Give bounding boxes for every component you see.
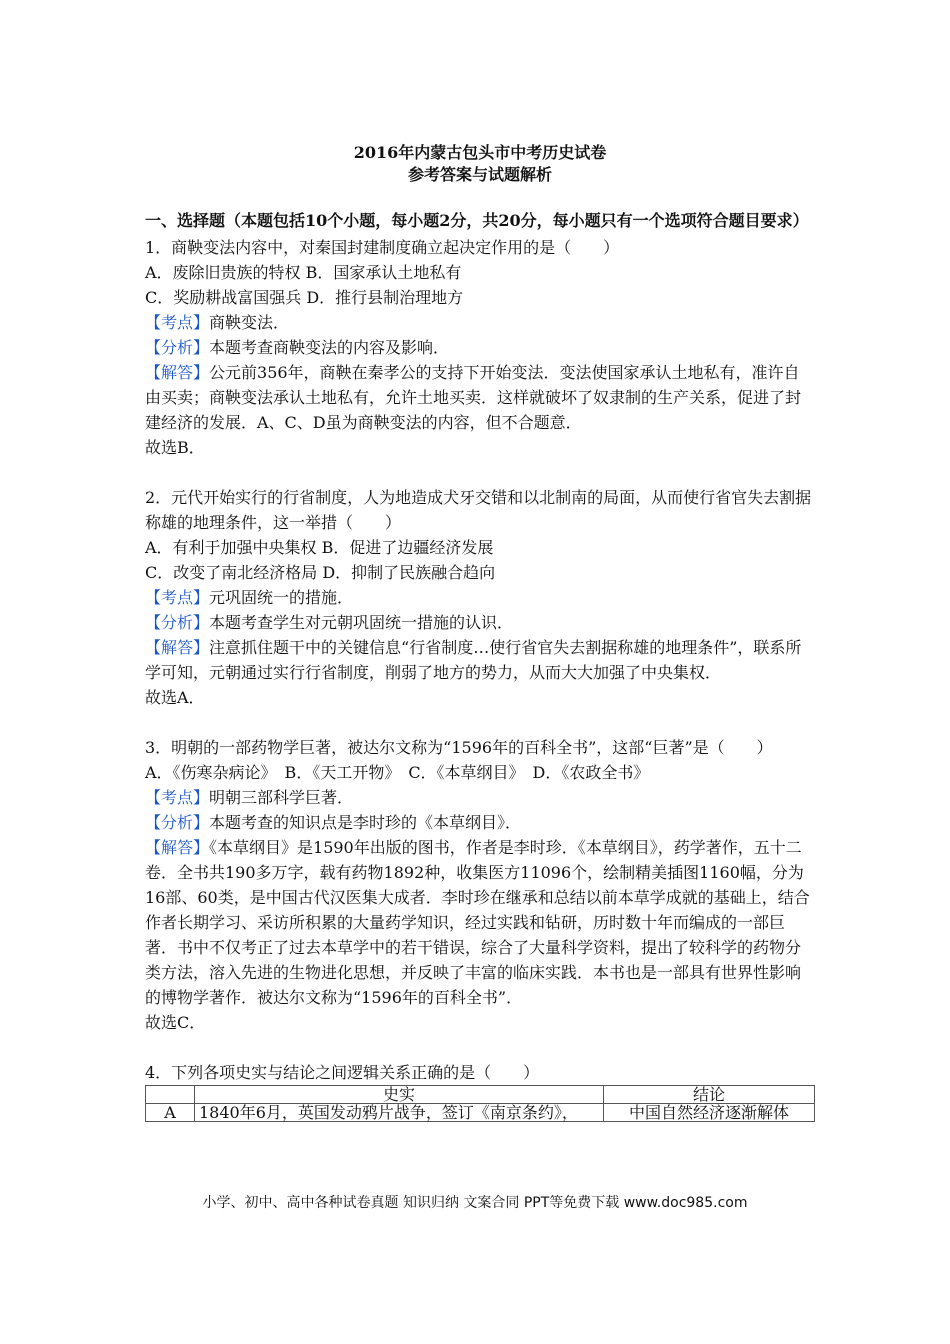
fenxi-row — [145, 335, 815, 360]
question-options: A．废除旧贵族的特权 B．国家承认土地私有 — [145, 263, 462, 282]
table-header-row — [146, 1086, 815, 1104]
question-options: A．有利于加强中央集权 B．促进了边疆经济发展 — [145, 538, 494, 557]
section-heading: 一、选择题（本题包括10个小题，每小题2分，共20分，每小题只有一个选项符合题目要求） — [145, 211, 809, 230]
question-options: A．《伤寒杂病论》 B．《天工开物》 C．《本草纲目》 D．《农政全书》 — [145, 763, 650, 782]
fenxi-text: 本题考查商鞅变法的内容及影响． — [209, 338, 450, 357]
kaodian-tag: 【考点】 — [145, 788, 210, 807]
facts-table — [145, 1085, 815, 1122]
table-cell: 中国自然经济逐渐解体 — [604, 1104, 815, 1122]
kaodian-row — [145, 585, 815, 610]
jieda-text: 公元前356年，商鞅在秦孝公的支持下开始变法．变法使国家承认土地私有，准许自由买卖；商鞅变法承认土地私有，允许土地买卖．这样就破坏了奴隶制的生产关系，促进了封建经济的发展．A、C、D虽为商鞅变法的内容，但不合题意． — [145, 363, 802, 432]
kaodian-row — [145, 310, 815, 335]
question-4 — [145, 1060, 815, 1122]
answer-line: 故选C． — [145, 1013, 206, 1032]
question-2 — [145, 485, 815, 710]
jieda-tag: 【解答】 — [145, 838, 210, 857]
kaodian-text: 元巩固统一的措施． — [209, 588, 354, 607]
kaodian-tag: 【考点】 — [145, 588, 210, 607]
question-options: C．改变了南北经济格局 D．抑制了民族融合趋向 — [145, 563, 496, 582]
page-footer: 小学、初中、高中各种试卷真题 知识归纳 文案合同 PPT等免费下载 www.doc985.com — [202, 1195, 748, 1211]
table-row — [146, 1104, 815, 1122]
jieda-row — [145, 635, 815, 685]
fenxi-row — [145, 810, 815, 835]
kaodian-row — [145, 785, 815, 810]
question-1 — [145, 235, 815, 460]
kaodian-tag: 【考点】 — [145, 313, 210, 332]
jieda-row — [145, 360, 815, 435]
question-stem: 2．元代开始实行的行省制度，人为地造成犬牙交错和以北制南的局面，从而使行省官失去割据称雄的地理条件，这一举措（ ） — [145, 488, 812, 532]
table-header-cell — [146, 1086, 195, 1104]
table-header-cell: 史实 — [195, 1086, 604, 1104]
answer-line: 故选A． — [145, 688, 205, 707]
jieda-row — [145, 835, 815, 1010]
question-stem: 4．下列各项史实与结论之间逻辑关系正确的是（ ） — [145, 1063, 540, 1082]
question-3 — [145, 735, 815, 1035]
question-options: C．奖励耕战富国强兵 D．推行县制治理地方 — [145, 288, 464, 307]
fenxi-tag: 【分析】 — [145, 338, 210, 357]
fenxi-tag: 【分析】 — [145, 613, 210, 632]
fenxi-row — [145, 610, 815, 635]
fenxi-text: 本题考查学生对元朝巩固统一措施的认识． — [209, 613, 514, 632]
question-stem: 1．商鞅变法内容中，对秦国封建制度确立起决定作用的是（ ） — [145, 238, 620, 257]
fenxi-text: 本题考查的知识点是李时珍的《本草纲目》． — [209, 813, 522, 832]
jieda-text: 注意抓住题干中的关键信息“行省制度…使行省官失去割据称雄的地理条件”，联系所学可知，元朝通过实行行省制度，削弱了地方的势力，从而大大加强了中央集权． — [145, 638, 802, 682]
document-subtitle: 参考答案与试题解析 — [407, 165, 552, 184]
table-cell: A — [146, 1104, 195, 1122]
question-stem: 3．明朝的一部药物学巨著，被达尔文称为“1596年的百科全书”，这部“巨著”是（ ） — [145, 738, 773, 757]
table-header-cell: 结论 — [604, 1086, 815, 1104]
kaodian-text: 明朝三部科学巨著． — [209, 788, 354, 807]
jieda-text: 《本草纲目》是1590年出版的图书，作者是李时珍．《本草纲目》，药学著作，五十二卷．全书共190多万字，载有药物1892种，收集医方11096个，绘制精美插图1160幅，分为16部、60类，是中国古代汉医集大成者．李时珍在继承和总结以前本草学成就的基础上，结合作者长期学习、采访所积累的大量药学知识，经过实践和钻研，历时数十年而编成的一部巨著．书中不仅考正了过去本草学中的若干错误，综合了大量科学资料，提出了较科学的药物分类方法，溶入先进的生物进化思想，并反映了丰富的临床实践．本书也是一部具有世界性影响的博物学著作．被达尔文称为“1596年的百科全书”． — [145, 838, 810, 1007]
kaodian-text: 商鞅变法． — [209, 313, 290, 332]
answer-line: 故选B． — [145, 438, 205, 457]
document-title: 2016年内蒙古包头市中考历史试卷 — [353, 143, 607, 162]
jieda-tag: 【解答】 — [145, 638, 210, 657]
table-cell: 1840年6月，英国发动鸦片战争，签订《南京条约》， — [195, 1104, 604, 1122]
fenxi-tag: 【分析】 — [145, 813, 210, 832]
document-page — [145, 142, 815, 1122]
jieda-tag: 【解答】 — [145, 363, 210, 382]
